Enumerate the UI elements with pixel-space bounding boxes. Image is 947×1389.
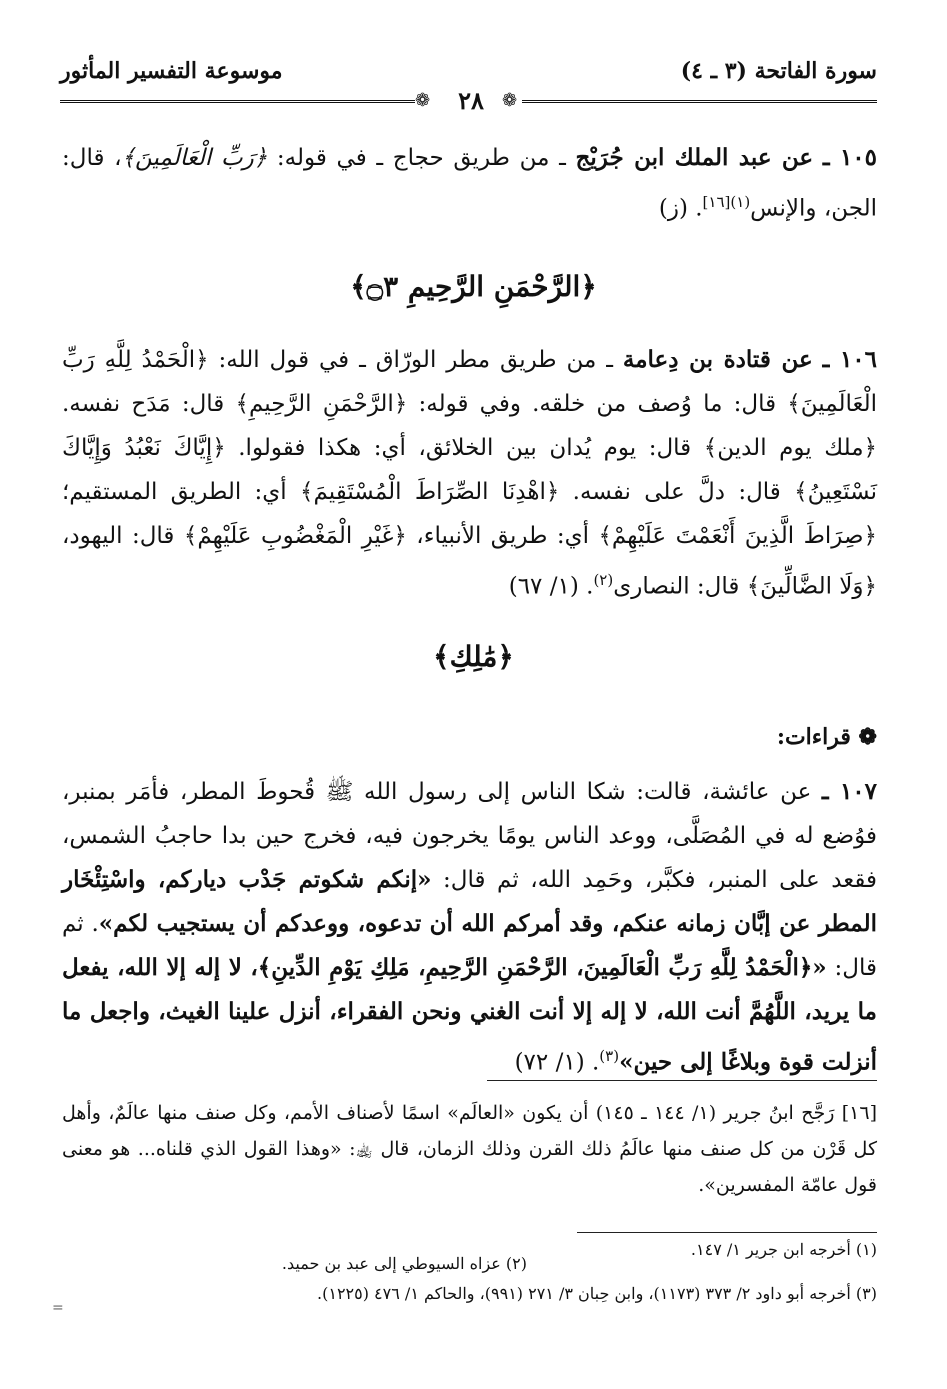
commentary-note-16: [١٦] رَجَّح ابنُ جرير (١/ ١٤٤ ـ ١٤٥) أن يكون «العالَم» اسمًا لأصناف الأمم، وكل صنف منها عالَمٌ، وأهل كل قَرْن من كل صنف منها عالَمُ ذلك القرن وذلك الزمان، قال ﵀: «وهذا القول الذي قلناه... هو معنى قول عامّة المفسرين». bbox=[62, 1102, 877, 1196]
footnote-3: (٣) أخرجه أبو داود ٢/ ٣٧٣ (١١٧٣)، وابن حِبان ٣/ ٢٧١ (٩٩١)، والحاكم ١/ ٤٧٦ (١٢٢٥). bbox=[317, 1284, 877, 1303]
header-rule-right bbox=[522, 100, 877, 103]
narration-106 bbox=[62, 338, 877, 609]
narrator-name: عن قتادة بن دِعامة bbox=[622, 346, 813, 373]
narration-text: ، قال: الجن، والإنس bbox=[62, 145, 877, 222]
hadith-quote: «﴿الْحَمْدُ لِلَّهِ رَبِّ الْعَالَمِينَ، الرَّحْمَنِ الرَّحِيمِ، مَلِكِ يَوْمِ الدِّينِ﴾، لا إله إلا الله، يفعل ما يريد، اللَّهُمَّ أنت الله، لا إله إلا أنت الغني ونحن الفقراء، أنزل علينا الغيث، واجعل ما أنزلت قوة وبلاغًا إلى حين» bbox=[62, 954, 877, 1076]
footnote-2: (٢) عزاه السيوطي إلى عبد بن حميد. bbox=[281, 1254, 527, 1273]
verse-heading-malik: ﴿مَٰلِكِ﴾ bbox=[433, 640, 514, 673]
note-separator bbox=[487, 1080, 877, 1081]
surah-header-title: سورة الفاتحة (٣ ـ ٤) bbox=[680, 58, 877, 84]
section-title-readings: ❁ قراءات: bbox=[776, 724, 877, 750]
page-number: ٢٨ bbox=[458, 86, 484, 115]
footnote-1: (١) أخرجه ابن جرير ١/ ١٤٧. bbox=[690, 1240, 877, 1259]
narration-chain: ـ من طريق حجاج ـ في قوله: bbox=[267, 145, 576, 171]
narration-number: ١٠٧ ـ bbox=[821, 778, 877, 805]
narration-text: عن عائشة، قالت: شكا الناس إلى رسول الله ﷺ قُحوطَ المطر، فأمَر بمنبر، فوُضع له في المُصَلَّى، ووعد الناس يومًا يخرجون فيه، فخرج حين بدا حاجبُ الشمس، فقعد على المنبر، فكبَّر، وحَمِد الله، ثم قال: bbox=[62, 779, 877, 893]
book-header-title: موسوعة التفسير المأثور bbox=[60, 58, 283, 84]
hadith-quote: «إنكم شكوتم جَدْب دياركم، واسْتِئْخَار المطر عن إبَّان زمانه عنكم، وقد أمركم الله أن تدعوه، ووعدكم أن يستجيب لكم» bbox=[62, 866, 877, 937]
source-code: . (١/ ٧٢) bbox=[514, 1049, 600, 1076]
narration-text: . ثم قال: bbox=[62, 911, 877, 981]
narration-number: ١٠٦ ـ bbox=[822, 346, 878, 373]
footnote-ref: (١)[١٦] bbox=[702, 193, 751, 211]
ornament-icon: ❁ bbox=[502, 90, 518, 111]
verse-quote: ﴿رَبِّ الْعَالَمِينَ﴾ bbox=[121, 145, 268, 171]
narrator-name: عن عبد الملك ابن جُرَيْج bbox=[575, 144, 814, 171]
margin-mark: = bbox=[52, 1300, 64, 1316]
narration-number: ١٠٥ ـ bbox=[822, 144, 878, 171]
source-code: . (١/ ٦٧) bbox=[508, 573, 594, 600]
source-code: . (ز) bbox=[658, 195, 703, 222]
narration-text: ـ من طريق مطر الورّاق ـ في قول الله: ﴿الْحَمْدُ لِلَّهِ رَبِّ الْعَالَمِينَ﴾ قال: ما وُصف من خلقه. وفي قوله: ﴿الرَّحْمَنِ الرَّحِيمِ﴾ قال: مَدَح نفسه. ﴿ملك يوم الدين﴾ قال: يوم يُدان بين الخلائق، أي: هكذا فقولوا. ﴿إِيَّاكَ نَعْبُدُ وَإِيَّاكَ نَسْتَعِينُ﴾ قال: دلَّ على نفسه. ﴿اهْدِنَا الصِّرَاطَ الْمُسْتَقِيمَ﴾ أي: الطريق المستقيم؛ ﴿صِرَاطَ الَّذِينَ أَنْعَمْتَ عَلَيْهِمْ﴾ أي: طريق الأنبياء، ﴿غَيْرِ الْمَغْضُوبِ عَلَيْهِمْ﴾ قال: اليهود، ﴿وَلَا الضَّالِّينَ﴾ قال: النصارى bbox=[62, 347, 877, 600]
footnote-ref: (٣) bbox=[599, 1047, 620, 1065]
footnote-ref: (٢) bbox=[593, 571, 614, 589]
narration-105 bbox=[62, 136, 877, 231]
ornament-icon: ❁ bbox=[415, 90, 431, 111]
narration-107 bbox=[62, 770, 877, 1085]
verse-heading-rahman: ﴿الرَّحْمَنِ الرَّحِيمِ ۝٣﴾ bbox=[350, 270, 597, 303]
header-rule-left bbox=[60, 100, 415, 103]
footnote-separator bbox=[577, 1232, 877, 1233]
